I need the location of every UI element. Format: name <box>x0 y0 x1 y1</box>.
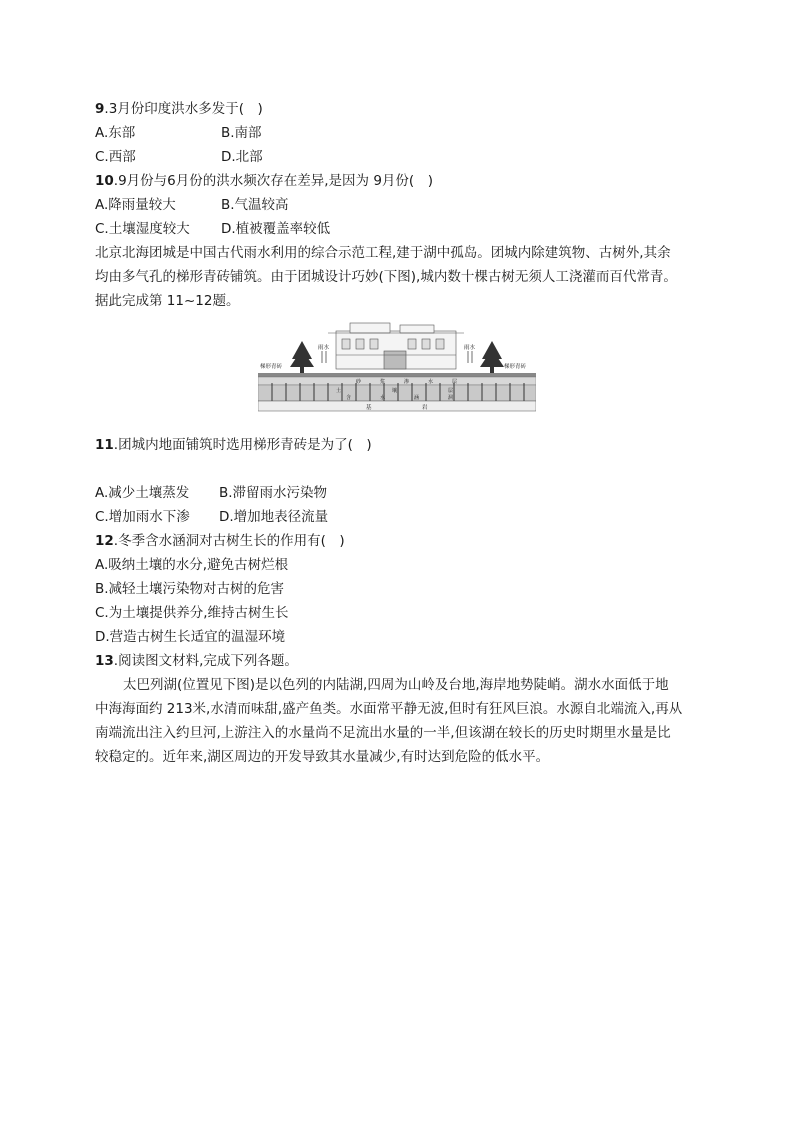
option-c: C.土壤湿度较大 <box>95 221 190 237</box>
tuancheng-diagram <box>258 321 536 413</box>
passage-line: 南端流出注入约旦河,上游注入的水量尚不足流出水量的一半,但该湖在较长的历史时期里水量是比 <box>95 725 671 741</box>
passage-line: 中海海面约 213米,水清而味甜,盛产鱼类。水面常平静无波,但时有狂风巨浪。水源自北端流入,再从 <box>95 701 683 717</box>
option-d: D.北部 <box>221 149 263 165</box>
question-11 <box>95 436 372 454</box>
brick-surface <box>258 373 536 377</box>
label-culvert-char: 涵 <box>414 395 420 401</box>
tree-icon <box>290 341 314 373</box>
question-number: 9 <box>95 101 105 117</box>
option-b: B.滞留雨水污染物 <box>219 485 328 501</box>
label-culvert-char: 含 <box>346 395 352 401</box>
label-brick-left: 梯形青砖 <box>260 364 283 370</box>
option-a: A.东部 <box>95 125 136 141</box>
option-a: A.吸纳土壤的水分,避免古树烂根 <box>95 557 289 573</box>
passage-line: 据此完成第 11~12题。 <box>95 293 240 309</box>
option-row <box>95 124 262 142</box>
label-rain-right: 雨水 <box>464 345 476 351</box>
option-b: B.南部 <box>221 125 262 141</box>
question-text: .冬季含水涵洞对古树生长的作用有( ) <box>113 533 345 549</box>
option-row <box>95 220 331 238</box>
label-soil-char: 层 <box>448 388 454 394</box>
passage-line: 均由多气孔的梯形青砖铺筑。由于团城设计巧妙(下图),城内数十棵古树无须人工浇灌而百代常青。 <box>95 269 677 285</box>
question-13 <box>95 652 298 670</box>
label-culvert-char: 水 <box>380 395 386 401</box>
question-number: 12 <box>95 533 114 549</box>
option-a: A.降雨量较大 <box>95 197 176 213</box>
option-c: C.西部 <box>95 149 136 165</box>
label-culvert-char: 洞 <box>448 395 454 401</box>
option-b: B.气温较高 <box>221 197 289 213</box>
option-row <box>95 148 263 166</box>
option-d: D.增加地表径流量 <box>219 509 329 525</box>
label-seep-char: 层 <box>452 379 458 385</box>
question-text: .3月份印度洪水多发于( ) <box>104 101 263 117</box>
passage-line: 北京北海团城是中国古代雨水利用的综合示范工程,建于湖中孤岛。团城内除建筑物、古树外,其余 <box>95 245 671 261</box>
option-c: C.为土壤提供养分,维持古树生长 <box>95 605 289 621</box>
label-soil-char: 壤 <box>392 388 398 394</box>
question-text: .阅读图文材料,完成下列各题。 <box>113 653 298 669</box>
option-b: B.减轻土壤污染物对古树的危害 <box>95 581 285 597</box>
option-row <box>95 196 289 214</box>
label-bedrock-char: 基 <box>366 405 372 411</box>
label-seep-char: 水 <box>428 379 434 385</box>
question-12 <box>95 532 345 550</box>
option-row <box>95 508 329 526</box>
label-soil-char: 土 <box>336 388 342 394</box>
question-text: .9月份与6月份的洪水频次存在差异,是因为 9月份( ) <box>113 173 433 189</box>
option-row <box>95 484 328 502</box>
label-bedrock-char: 岩 <box>422 405 428 411</box>
bedrock-layer <box>258 401 536 411</box>
label-rain-left: 雨水 <box>318 345 330 351</box>
tree-icon <box>480 341 504 373</box>
label-seep-char: 渗 <box>404 379 410 385</box>
label-seep-char: 砂 <box>356 379 362 385</box>
question-9 <box>95 100 263 118</box>
tuancheng-diagram-svg <box>258 321 536 413</box>
question-number: 11 <box>95 437 114 453</box>
option-a: A.减少土壤蒸发 <box>95 485 190 501</box>
question-text: .团城内地面铺筑时选用梯形青砖是为了( ) <box>113 437 372 453</box>
option-d: D.植被覆盖率较低 <box>221 221 331 237</box>
question-number: 10 <box>95 173 114 189</box>
passage-line: 较稳定的。近年来,湖区周边的开发导致其水量减少,有时达到危险的低水平。 <box>95 749 550 765</box>
label-seep-char: 浆 <box>380 379 386 385</box>
option-d: D.营造古树生长适宜的温湿环境 <box>95 629 286 645</box>
label-brick-right: 梯形青砖 <box>504 364 527 370</box>
option-c: C.增加雨水下渗 <box>95 509 190 525</box>
building-illustration <box>328 323 464 369</box>
question-10 <box>95 172 433 190</box>
passage-line: 太巴列湖(位置见下图)是以色列的内陆湖,四周为山岭及台地,海岸地势陡峭。湖水水面低于地 <box>123 677 669 693</box>
question-number: 13 <box>95 653 114 669</box>
